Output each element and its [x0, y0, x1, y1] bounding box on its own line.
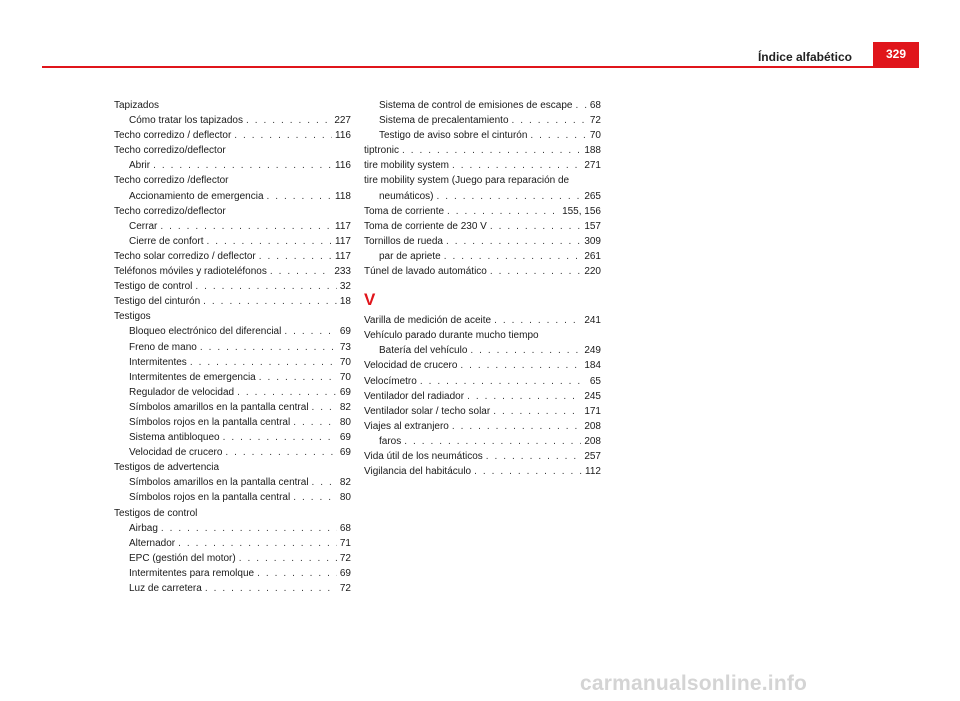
index-entry: par de apriete . . . 261: [364, 249, 601, 264]
index-entry: Símbolos rojos en la pantalla central . . . 80: [114, 415, 351, 430]
index-entry: Velocidad de crucero . . . 184: [364, 358, 601, 373]
index-entry: Toma de corriente . . . 155, 156: [364, 204, 601, 219]
index-letter-v: V: [364, 290, 376, 310]
index-entry: Accionamiento de emergencia . . . 118: [114, 189, 351, 204]
index-entry: tiptronic . . . 188: [364, 143, 601, 158]
index-column-left: [114, 98, 351, 596]
index-heading: Tapizados: [114, 100, 160, 111]
index-entry: Bloqueo electrónico del diferencial . . . 69: [114, 324, 351, 339]
index-entry: Airbag . . . 68: [114, 521, 351, 536]
index-entry: Batería del vehículo . . . 249: [364, 343, 601, 358]
index-entry: Toma de corriente de 230 V . . . 157: [364, 219, 601, 234]
index-entry: Símbolos rojos en la pantalla central . . . 80: [114, 490, 351, 505]
index-heading: Testigos: [114, 311, 151, 323]
index-heading: Testigos de advertencia: [114, 462, 220, 474]
index-entry: Viajes al extranjero . . . 208: [364, 419, 601, 434]
index-entry: Teléfonos móviles y radioteléfonos . . . 233: [114, 264, 351, 279]
index-entry: Luz de carretera . . . 72: [114, 581, 351, 596]
watermark: carmanualsonline.info: [580, 672, 808, 695]
index-entry: Velocímetro . . . 65: [364, 374, 601, 389]
index-heading: Techo corredizo/deflector: [114, 205, 226, 217]
index-entry: Ventilador solar / techo solar . . . 171: [364, 404, 601, 419]
index-entry: Cerrar . . . 117: [114, 219, 351, 234]
index-entry: Intermitentes de emergencia . . . 70: [114, 370, 351, 385]
index-entry: Símbolos amarillos en la pantalla central . . . 82: [114, 400, 351, 415]
index-entry: Freno de mano . . . 73: [114, 340, 351, 355]
index-column-right: [364, 98, 601, 479]
index-entry: Varilla de medición de aceite . . . 241: [364, 313, 601, 328]
index-entry: Sistema de control de emisiones de escape . . . 68: [364, 98, 601, 113]
index-entry: Tornillos de rueda . . . 309: [364, 234, 601, 249]
index-entry: Túnel de lavado automático . . . 220: [364, 264, 601, 279]
index-heading: Techo corredizo /deflector: [114, 175, 229, 187]
index-entry: Testigo de control . . . 32: [114, 279, 351, 294]
index-entry: Cómo tratar los tapizados . . . 227: [114, 113, 351, 128]
index-entry: Techo corredizo / deflector . . . 116: [114, 128, 351, 143]
index-heading: Vehículo parado durante mucho tiempo: [364, 330, 539, 342]
index-entry: Vida útil de los neumáticos . . . 257: [364, 449, 601, 464]
index-entry: EPC (gestión del motor) . . . 72: [114, 551, 351, 566]
index-entry: Abrir . . . 116: [114, 158, 351, 173]
index-entry: Sistema de precalentamiento . . . 72: [364, 113, 601, 128]
index-entry: Testigo de aviso sobre el cinturón . . . 70: [364, 128, 601, 143]
index-entry: Alternador . . . 71: [114, 536, 351, 551]
index-entry: Techo solar corredizo / deflector . . . 117: [114, 249, 351, 264]
index-entry: neumáticos) . . . 265: [364, 189, 601, 204]
index-heading: Testigos de control: [114, 507, 198, 519]
index-entry: Velocidad de crucero . . . 69: [114, 445, 351, 460]
index-entry: tire mobility system . . . 271: [364, 158, 601, 173]
index-entry: Regulador de velocidad . . . 69: [114, 385, 351, 400]
index-entry: Testigo del cinturón . . . 18: [114, 294, 351, 309]
index-entry: Símbolos amarillos en la pantalla central . . . 82: [114, 475, 351, 490]
index-entry: Vigilancia del habitáculo . . . 112: [364, 464, 601, 479]
header-rule: [42, 66, 919, 68]
running-header-title: Índice alfabético: [757, 50, 852, 64]
index-entry: Intermitentes para remolque . . . 69: [114, 566, 351, 581]
index-entry: Cierre de confort . . . 117: [114, 234, 351, 249]
index-entry: Ventilador del radiador . . . 245: [364, 389, 601, 404]
index-entry: Sistema antibloqueo . . . 69: [114, 430, 351, 445]
page-number-badge: 329: [873, 42, 919, 66]
index-entry: Intermitentes . . . 70: [114, 355, 351, 370]
index-entry: faros . . . 208: [364, 434, 601, 449]
index-heading: tire mobility system (Juego para reparación de: [364, 175, 570, 187]
index-heading: Techo corredizo/deflector: [114, 145, 226, 157]
